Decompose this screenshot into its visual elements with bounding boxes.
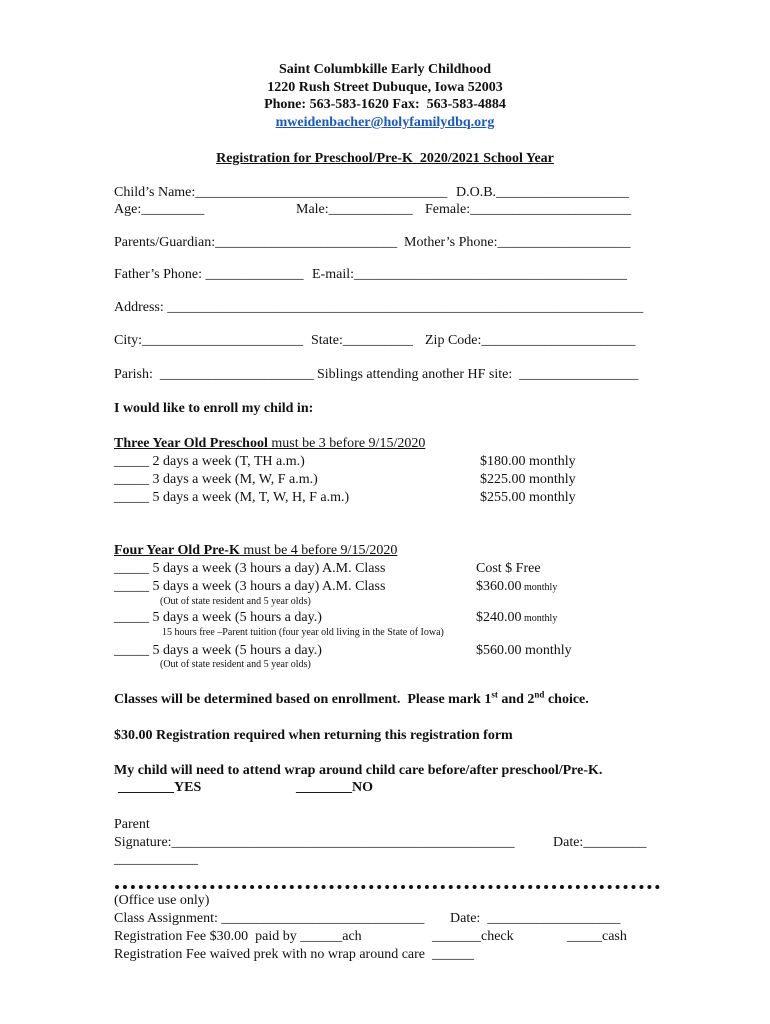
classes-note bbox=[114, 689, 589, 707]
age-field[interactable]: Age:_________ bbox=[114, 202, 205, 217]
four-year-heading bbox=[114, 544, 397, 558]
enroll-heading: I would like to enroll my child in: bbox=[114, 401, 314, 416]
male-field[interactable]: Male:____________ bbox=[296, 202, 413, 217]
fee-waived-field[interactable]: Registration Fee waived prek with no wrap around care ______ bbox=[114, 947, 475, 962]
four-year-title: Four Year Old Pre-K bbox=[114, 543, 240, 558]
father-phone-field[interactable]: Father’s Phone: ______________ bbox=[114, 267, 304, 282]
org-email-wrap bbox=[0, 116, 770, 130]
classes-note-text: Classes will be determined based on enrollment. Please mark 1 bbox=[114, 692, 492, 707]
siblings-field[interactable]: Siblings attending another HF site: _________________ bbox=[317, 367, 639, 382]
office-heading: (Office use only) bbox=[114, 893, 210, 908]
registration-fee-note: $30.00 Registration required when returning this registration form bbox=[114, 728, 513, 743]
city-field[interactable]: City:_______________________ bbox=[114, 333, 304, 348]
email-field[interactable]: E-mail:_______________________________________ bbox=[312, 267, 627, 282]
classes-note-text-3: choice. bbox=[544, 692, 589, 707]
dob-field[interactable]: D.O.B.___________________ bbox=[456, 185, 630, 200]
first-sup: st bbox=[491, 689, 498, 700]
four-year-note-iowa: 15 hours free –Parent tuition (four year old living in the State of Iowa) bbox=[162, 627, 444, 638]
four-year-option-5hours[interactable]: _____ 5 days a week (5 hours a day.) bbox=[114, 610, 322, 625]
form-title: Registration for Preschool/Pre-K 2020/2021 School Year bbox=[216, 151, 554, 166]
fee-paid-cash[interactable]: _____cash bbox=[567, 929, 627, 944]
parent-label: Parent bbox=[114, 817, 150, 832]
org-phone-fax: Phone: 563-583-1620 Fax: 563-583-4884 bbox=[264, 97, 506, 112]
wrap-care-yes[interactable]: ________YES bbox=[118, 780, 202, 795]
second-sup: nd bbox=[534, 689, 545, 700]
address-field[interactable]: Address: ____________________________________________________________________ bbox=[114, 300, 644, 315]
signature-date-field[interactable]: Date:_________ bbox=[553, 835, 647, 850]
four-year-requirement: must be 4 before 9/15/2020 bbox=[239, 543, 398, 558]
fee-paid-check[interactable]: _______check bbox=[432, 929, 514, 944]
wrap-care-no[interactable]: ________NO bbox=[296, 780, 373, 795]
state-field[interactable]: State:__________ bbox=[311, 333, 413, 348]
fee-paid-ach[interactable]: Registration Fee $30.00 paid by ______ach bbox=[114, 929, 362, 944]
four-year-option-out-of-state-5hours[interactable]: _____ 5 days a week (5 hours a day.) bbox=[114, 643, 322, 658]
three-year-option-5days[interactable]: _____ 5 days a week (M, T, W, H, F a.m.) bbox=[114, 490, 350, 505]
three-year-option-3days[interactable]: _____ 3 days a week (M, W, F a.m.) bbox=[114, 472, 318, 487]
zip-field[interactable]: Zip Code:______________________ bbox=[425, 333, 636, 348]
three-year-price-5days: $255.00 monthly bbox=[480, 490, 576, 505]
three-year-requirement: must be 3 before 9/15/2020 bbox=[267, 436, 426, 451]
classes-note-text-2: and 2 bbox=[497, 692, 535, 707]
signature-continuation-line: ____________ bbox=[114, 852, 198, 867]
three-year-price-2days: $180.00 monthly bbox=[480, 454, 576, 469]
parish-field[interactable]: Parish: ______________________ bbox=[114, 367, 314, 382]
three-year-price-3days: $225.00 monthly bbox=[480, 472, 576, 487]
price-unit: monthly bbox=[521, 613, 558, 624]
price-value: $240.00 bbox=[476, 610, 522, 625]
four-year-option-free[interactable]: _____ 5 days a week (3 hours a day) A.M. Class bbox=[114, 561, 386, 576]
parents-field[interactable]: Parents/Guardian:__________________________ bbox=[114, 235, 398, 250]
four-year-note-out-of-state-am: (Out of state resident and 5 year olds) bbox=[160, 596, 311, 607]
four-year-price-free: Cost $ Free bbox=[476, 561, 541, 576]
wrap-care-question: My child will need to attend wrap around child care before/after preschool/Pre-K. bbox=[114, 763, 603, 778]
org-email-link[interactable]: mweidenbacher@holyfamilydbq.org bbox=[275, 115, 495, 130]
four-year-note-out-of-state-5hours: (Out of state resident and 5 year olds) bbox=[160, 659, 311, 670]
office-divider bbox=[115, 885, 660, 889]
four-year-option-out-of-state-am[interactable]: _____ 5 days a week (3 hours a day) A.M. Class bbox=[114, 579, 386, 594]
price-value: $360.00 bbox=[476, 579, 522, 594]
org-address: 1220 Rush Street Dubuque, Iowa 52003 bbox=[267, 80, 503, 95]
four-year-price-5hours bbox=[476, 611, 557, 625]
price-unit: monthly bbox=[521, 582, 558, 593]
female-field[interactable]: Female:_______________________ bbox=[425, 202, 632, 217]
three-year-heading bbox=[114, 437, 425, 451]
four-year-price-out-of-state-5hours: $560.00 monthly bbox=[476, 643, 572, 658]
signature-field[interactable]: Signature:_________________________________________________ bbox=[114, 835, 515, 850]
four-year-price-out-of-state-am bbox=[476, 580, 557, 594]
mother-phone-field[interactable]: Mother’s Phone:___________________ bbox=[404, 235, 631, 250]
three-year-option-2days[interactable]: _____ 2 days a week (T, TH a.m.) bbox=[114, 454, 305, 469]
child-name-field[interactable]: Child’s Name:____________________________________ bbox=[114, 185, 448, 200]
office-date-field[interactable]: Date: ___________________ bbox=[450, 911, 621, 926]
org-name: Saint Columbkille Early Childhood bbox=[278, 62, 491, 77]
three-year-title: Three Year Old Preschool bbox=[114, 436, 268, 451]
class-assignment-field[interactable]: Class Assignment: _____________________________ bbox=[114, 911, 425, 926]
